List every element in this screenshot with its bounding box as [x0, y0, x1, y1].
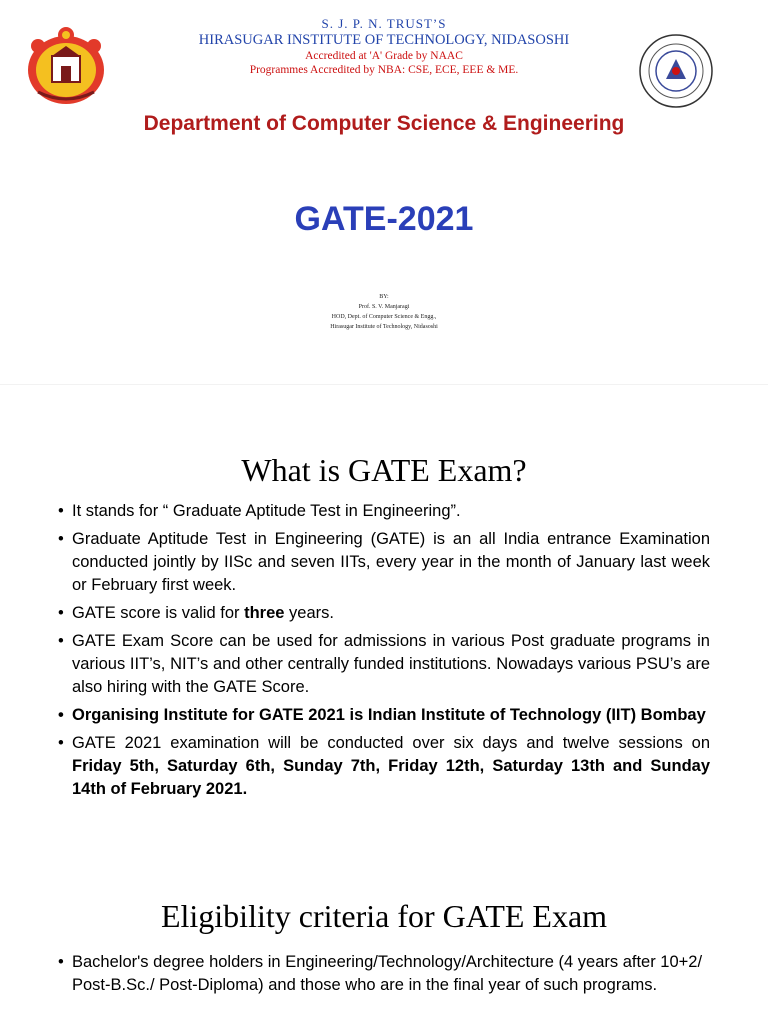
item-text: Graduate Aptitude Test in Engineering (GATE) is an all India entrance Examination conducted jointly by IISc and seven IITs, every year in the month of January last week or February first week.: [72, 530, 710, 594]
list-item: [58, 732, 710, 801]
item-text: It stands for “ Graduate Aptitude Test in Engineering”.: [72, 502, 461, 520]
byline-org: Hirasugar Institute of Technology, Nidasoshi: [330, 324, 438, 330]
eligibility-list: [58, 951, 710, 1002]
trust-name: S. J. P. N. TRUST’S: [321, 16, 447, 31]
naac-accreditation: Accredited at 'A' Grade by NAAC: [305, 50, 463, 62]
slide-divider: [0, 384, 768, 385]
item-bold-text: Friday 5th, Saturday 6th, Sunday 7th, Friday 12th, Saturday 13th and Sunday 14th of February 2021.: [72, 757, 710, 798]
list-item: [58, 704, 710, 727]
item-text: GATE Exam Score can be used for admissions in various Post graduate programs in various IIT’s, NIT’s and other centrally funded institutions. Nowadays various PSU’s are also hiring with the GATE Score.: [72, 632, 710, 696]
institute-logo-icon: [24, 26, 108, 108]
author-byline: [0, 292, 768, 332]
section-heading-eligibility: Eligibility criteria for GATE Exam: [160, 898, 608, 934]
what-is-gate-list: [58, 500, 710, 806]
byline-name: Prof. S. V. Manjaragi: [358, 304, 410, 310]
department-title: Department of Computer Science & Engineering: [143, 112, 625, 135]
byline-role: HOD, Dept. of Computer Science & Engg.,: [331, 314, 437, 320]
item-text: years.: [284, 604, 334, 622]
item-bold-text: Organising Institute for GATE 2021 is Indian Institute of Technology (IIT) Bombay: [72, 706, 706, 724]
gate-title: GATE-2021: [294, 200, 474, 238]
association-seal-icon: [638, 33, 714, 109]
list-item: [58, 500, 710, 523]
item-bold-text: three: [244, 604, 285, 622]
item-text: GATE score is valid for: [72, 604, 245, 622]
list-item: [58, 630, 710, 699]
list-item: [58, 951, 710, 997]
section-heading-what-is-gate: What is GATE Exam?: [241, 452, 527, 488]
institute-header: [130, 16, 638, 77]
list-item: [58, 602, 710, 625]
byline-by: BY:: [379, 294, 389, 300]
nba-accreditation: Programmes Accredited by NBA: CSE, ECE, EEE & ME.: [249, 64, 519, 76]
list-item: [58, 528, 710, 597]
item-text: Bachelor's degree holders in Engineering/Technology/Architecture (4 years after 10+2/ Post-B.Sc./ Post-Diploma) and those who are in the final year of such programs.: [72, 953, 703, 994]
item-text: GATE 2021 examination will be conducted over six days and twelve sessions on: [72, 734, 710, 752]
institute-name: HIRASUGAR INSTITUTE OF TECHNOLOGY, NIDASOSHI: [198, 32, 570, 48]
